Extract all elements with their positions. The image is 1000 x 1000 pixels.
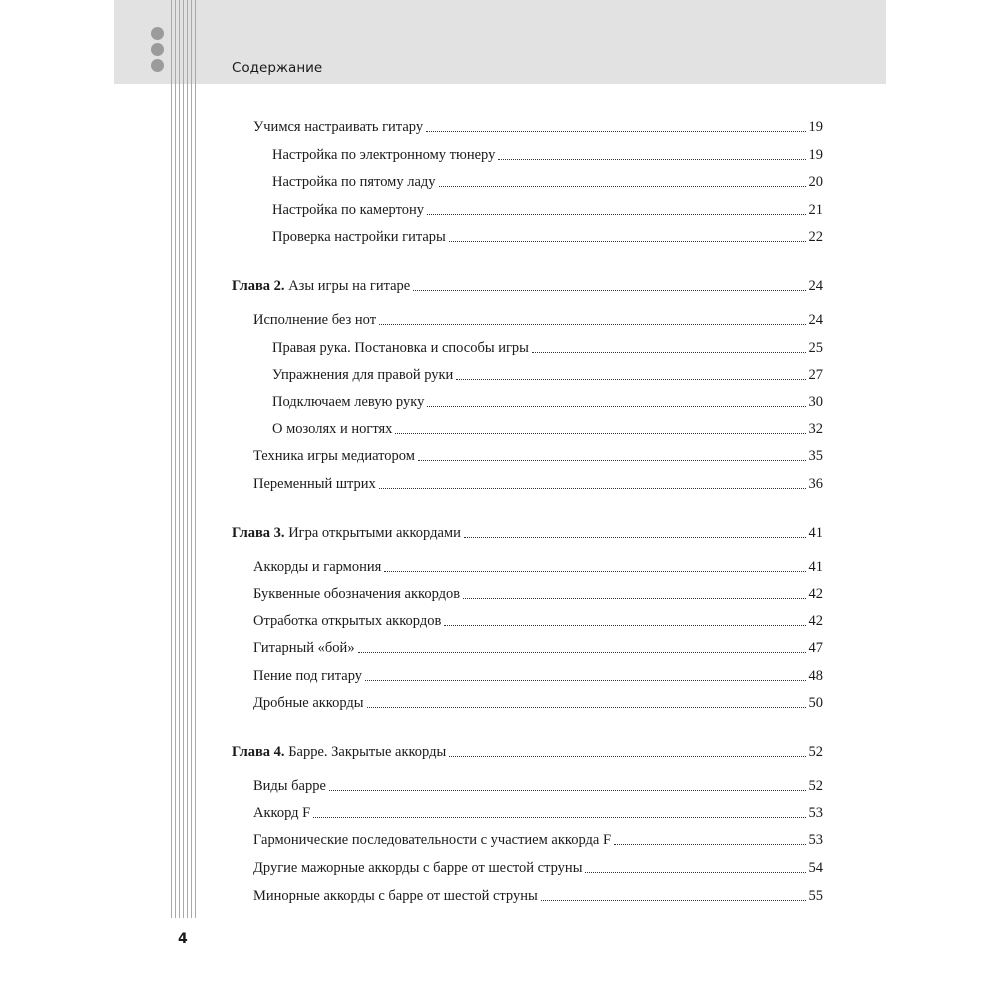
toc-page-number: 50	[808, 695, 823, 711]
toc-chapter-entry	[232, 742, 823, 762]
toc-entry-label	[272, 145, 495, 165]
toc-page-number: 55	[808, 888, 823, 904]
toc-page-number: 42	[808, 586, 823, 602]
toc-entry	[272, 172, 823, 192]
dot-leader	[449, 755, 805, 757]
toc-page-number: 47	[808, 640, 823, 656]
toc-entry	[253, 693, 823, 713]
toc-entry-label	[253, 776, 326, 796]
dot-leader	[313, 816, 805, 818]
toc-entry-text: Учимся настраивать гитару	[253, 119, 424, 135]
toc-entry	[253, 830, 823, 850]
dot-leader	[444, 624, 805, 626]
toc-entry-label	[253, 830, 611, 850]
toc-entry-label	[253, 474, 376, 494]
toc-entry-text: Азы игры на гитаре	[288, 278, 411, 294]
toc-entry	[253, 117, 823, 137]
toc-entry-text: Техника игры медиатором	[253, 448, 415, 464]
toc-entry-label	[272, 419, 392, 439]
toc-entry-label	[272, 200, 424, 220]
toc-page-number: 53	[808, 832, 823, 848]
dot-leader	[541, 899, 806, 901]
toc-entry-label	[232, 742, 446, 762]
toc-entry	[272, 365, 823, 385]
toc-page-number: 48	[808, 668, 823, 684]
toc-entry-text: Настройка по камертону	[272, 202, 424, 218]
toc-entry-text: Игра открытыми аккордами	[288, 525, 461, 541]
toc-chapter-number: Глава 3.	[232, 525, 285, 541]
toc-entry	[272, 145, 823, 165]
toc-entry-text: Подключаем левую руку	[272, 394, 425, 410]
toc-entry-text: Барре. Закрытые аккорды	[288, 744, 447, 760]
toc-entry	[253, 474, 823, 494]
toc-entry	[253, 858, 823, 878]
toc-page-number: 32	[808, 421, 823, 437]
toc-page-number: 36	[808, 476, 823, 492]
toc-chapter-number: Глава 4.	[232, 744, 285, 760]
dot-leader	[463, 597, 805, 599]
dot-leader	[464, 536, 806, 538]
toc-entry-text: Правая рука. Постановка и способы игры	[272, 340, 529, 356]
toc-entry-text: Отработка открытых аккордов	[253, 613, 442, 629]
toc-entry-text: Исполнение без нот	[253, 312, 377, 328]
toc-entry	[253, 638, 823, 658]
dot-leader	[413, 289, 805, 291]
dot-leader	[614, 843, 805, 845]
toc-entry-text: Переменный штрих	[253, 476, 376, 492]
toc-page-number: 24	[808, 312, 823, 328]
toc-entry-text: Упражнения для правой руки	[272, 367, 454, 383]
toc-chapter-entry	[232, 523, 823, 543]
toc-page-number: 19	[808, 119, 823, 135]
toc-entry-label	[253, 886, 538, 906]
dot-leader	[329, 789, 806, 791]
toc-entry-label	[272, 365, 453, 385]
toc-entry-label	[232, 523, 461, 543]
toc-entry-text: Настройка по электронному тюнеру	[272, 147, 496, 163]
section-title: Содержание	[232, 60, 323, 76]
toc-page-number: 22	[808, 229, 823, 245]
toc-entry-text: Гармонические последовательности с участием аккорда F	[253, 832, 612, 848]
toc-entry	[253, 803, 823, 823]
toc-entry-label	[272, 392, 424, 412]
toc-entry	[272, 392, 823, 412]
toc-page-number: 54	[808, 860, 823, 876]
toc-entry-label	[253, 803, 310, 823]
toc-entry-label	[253, 858, 582, 878]
toc-entry-text: Настройка по пятому ладу	[272, 174, 436, 190]
toc-entry-label	[253, 557, 381, 577]
dot-leader	[456, 378, 805, 380]
toc-entry	[272, 200, 823, 220]
toc-entry-text: Гитарный «бой»	[253, 640, 355, 656]
toc-entry	[272, 338, 823, 358]
toc-entry-text: О мозолях и ногтях	[272, 421, 393, 437]
toc-entry-text: Проверка настройки гитары	[272, 229, 446, 245]
toc-page-number: 30	[808, 394, 823, 410]
toc-chapter-entry	[232, 276, 823, 296]
toc-entry-text: Пение под гитару	[253, 668, 363, 684]
toc-page-number: 42	[808, 613, 823, 629]
toc-page-number: 35	[808, 448, 823, 464]
toc-entry	[253, 446, 823, 466]
toc-entry-label	[253, 638, 355, 658]
toc-entry-text: Аккорды и гармония	[253, 559, 382, 575]
dot-leader	[532, 351, 806, 353]
toc-chapter-number: Глава 2.	[232, 278, 285, 294]
dot-leader	[365, 679, 805, 681]
toc-entry-label	[272, 172, 436, 192]
toc-entry-label	[253, 310, 376, 330]
toc-entry-label	[253, 666, 362, 686]
dot-leader	[384, 570, 805, 572]
toc-entry-text: Минорные аккорды с барре от шестой струны	[253, 888, 538, 904]
toc-entry-label	[253, 584, 460, 604]
dot-leader	[427, 213, 806, 215]
toc-entry	[253, 666, 823, 686]
dot-leader	[379, 323, 805, 325]
toc-page-number: 19	[808, 147, 823, 163]
toc-page-number: 53	[808, 805, 823, 821]
toc-entry	[272, 227, 823, 247]
dot-leader	[426, 130, 805, 132]
toc-entry-text: Виды барре	[253, 778, 326, 794]
toc-entry	[253, 776, 823, 796]
page-number: 4	[178, 931, 188, 947]
toc-entry	[253, 584, 823, 604]
toc-entry-label	[272, 227, 446, 247]
dot-leader	[498, 158, 805, 160]
toc-page-number: 20	[808, 174, 823, 190]
dot-leader	[379, 487, 806, 489]
toc-entry	[272, 419, 823, 439]
toc-entry	[253, 886, 823, 906]
dot-leader	[358, 651, 806, 653]
toc-entry-text: Буквенные обозначения аккордов	[253, 586, 461, 602]
toc-entry-text: Дробные аккорды	[253, 695, 364, 711]
toc-entry-label	[253, 611, 441, 631]
toc-entry-label	[253, 117, 423, 137]
toc-page-number: 41	[808, 525, 823, 541]
dot-leader	[427, 405, 805, 407]
dot-leader	[367, 706, 806, 708]
toc-page-number: 24	[808, 278, 823, 294]
dot-leader	[418, 459, 806, 461]
toc-entry	[253, 557, 823, 577]
dot-leader	[449, 240, 806, 242]
toc-entry-text: Другие мажорные аккорды с барре от шестой струны	[253, 860, 583, 876]
dot-leader	[585, 871, 805, 873]
dot-leader	[439, 185, 806, 187]
toc-entry-label	[253, 693, 364, 713]
toc-page-number: 27	[808, 367, 823, 383]
toc-entry-label	[272, 338, 529, 358]
toc-entry	[253, 310, 823, 330]
toc-page-number: 25	[808, 340, 823, 356]
toc-page-number: 21	[808, 202, 823, 218]
toc-entry-label	[232, 276, 410, 296]
toc-page-number: 52	[808, 744, 823, 760]
toc-entry-label	[253, 446, 415, 466]
toc-entry	[253, 611, 823, 631]
dot-leader	[395, 432, 805, 434]
toc-page-number: 41	[808, 559, 823, 575]
toc-entry-text: Аккорд F	[253, 805, 311, 821]
toc-page-number: 52	[808, 778, 823, 794]
